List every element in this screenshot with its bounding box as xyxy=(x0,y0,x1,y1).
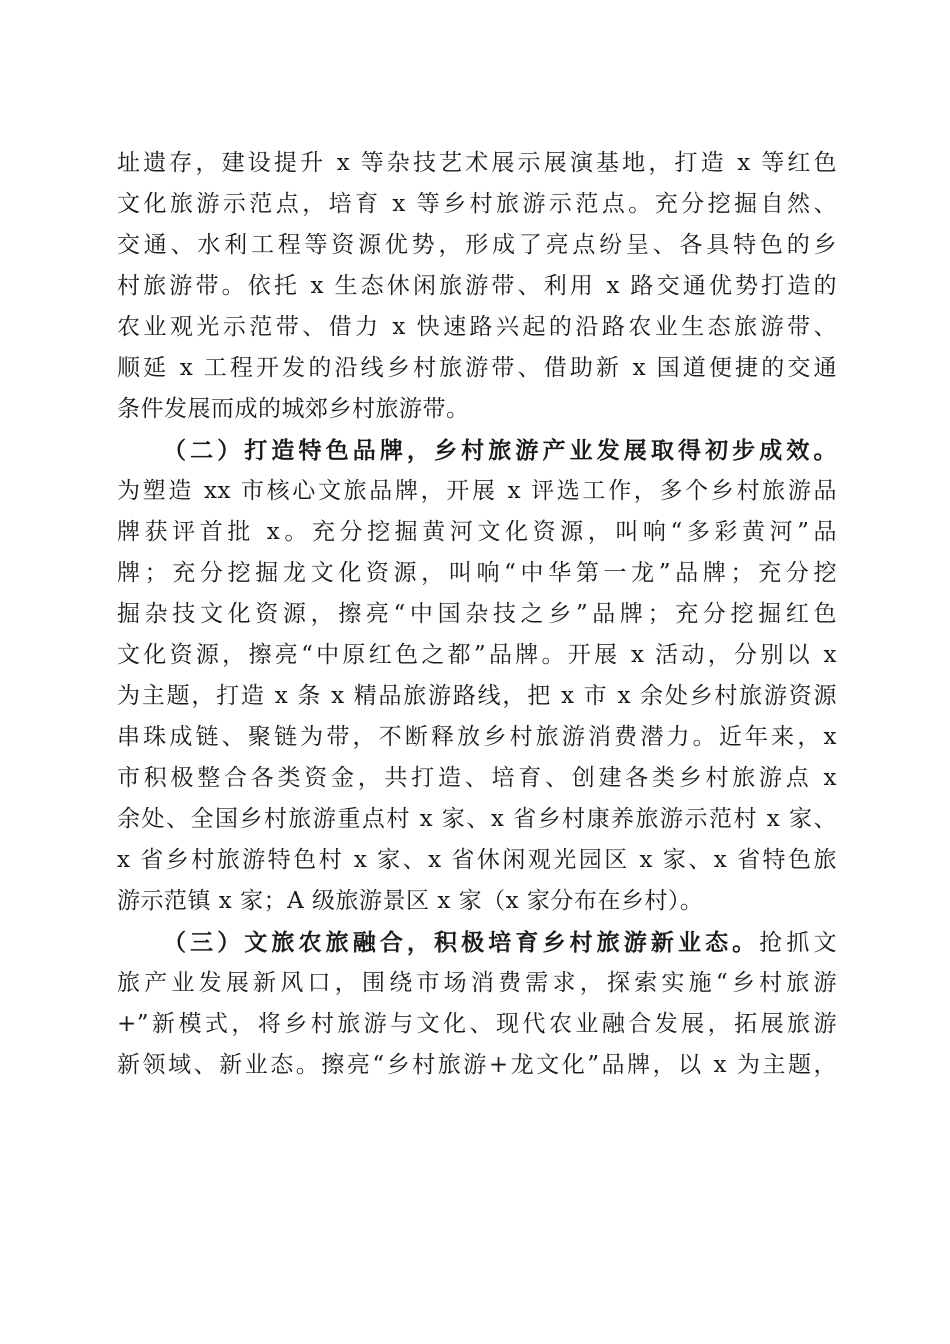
text-line: +”新模式，将乡村旅游与文化、现代农业融合发展，拓展旅游 xyxy=(117,1011,837,1037)
text-line: 牌获评首批 x。充分挖掘黄河文化资源，叫响“多彩黄河”品 xyxy=(117,519,837,545)
section-heading: （二）打造特色品牌，乡村旅游产业发展取得初步成效。 xyxy=(163,437,837,464)
text-line: 条件发展而成的城郊乡村旅游带。 xyxy=(117,396,470,422)
text-line: 文化旅游示范点，培育 x 等乡村旅游示范点。充分挖掘自然、 xyxy=(117,191,837,217)
section-heading: （三）文旅农旅融合，积极培育乡村旅游新业态。 xyxy=(163,929,760,956)
text-line: 余处、全国乡村旅游重点村 x 家、x 省乡村康养旅游示范村 x 家、 xyxy=(117,806,837,832)
section-heading-line xyxy=(117,922,837,963)
text-line: 为塑造 xx 市核心文旅品牌，开展 x 评选工作，多个乡村旅游品 xyxy=(117,478,837,504)
text-line: 牌；充分挖掘龙文化资源，叫响“中华第一龙”品牌；充分挖 xyxy=(117,560,837,586)
text-line: 址遗存，建设提升 x 等杂技艺术展示展演基地，打造 x 等红色 xyxy=(117,150,837,176)
text-line: 村旅游带。依托 x 生态休闲旅游带、利用 x 路交通优势打造的 xyxy=(117,273,837,299)
document-body xyxy=(117,143,837,1086)
text-line: 新领域、新业态。擦亮“乡村旅游+龙文化”品牌，以 x 为主题， xyxy=(117,1052,837,1078)
text-line: 市积极整合各类资金，共打造、培育、创建各类乡村旅游点 x xyxy=(117,765,837,791)
text-line: 旅产业发展新风口，围绕市场消费需求，探索实施“乡村旅游 xyxy=(117,970,837,996)
text-line: 游示范镇 x 家；A 级旅游景区 x 家（x 家分布在乡村）。 xyxy=(117,888,704,914)
text-line: 顺延 x 工程开发的沿线乡村旅游带、借助新 x 国道便捷的交通 xyxy=(117,355,837,381)
section-heading-tail: 抢抓文 xyxy=(759,930,838,956)
text-line: 文化资源，擦亮“中原红色之都”品牌。开展 x 活动，分别以 x xyxy=(117,642,837,668)
text-line: 农业观光示范带、借力 x 快速路兴起的沿路农业生态旅游带、 xyxy=(117,314,837,340)
section-heading-line xyxy=(117,430,837,471)
text-line: 为主题，打造 x 条 x 精品旅游路线，把 x 市 x 余处乡村旅游资源 xyxy=(117,683,837,709)
text-line: 掘杂技文化资源，擦亮“中国杂技之乡”品牌；充分挖掘红色 xyxy=(117,601,837,627)
text-line: x 省乡村旅游特色村 x 家、x 省休闲观光园区 x 家、x 省特色旅 xyxy=(117,847,837,873)
text-line: 交通、水利工程等资源优势，形成了亮点纷呈、各具特色的乡 xyxy=(117,232,837,258)
text-line: 串珠成链、聚链为带，不断释放乡村旅游消费潜力。近年来，x xyxy=(117,724,837,750)
